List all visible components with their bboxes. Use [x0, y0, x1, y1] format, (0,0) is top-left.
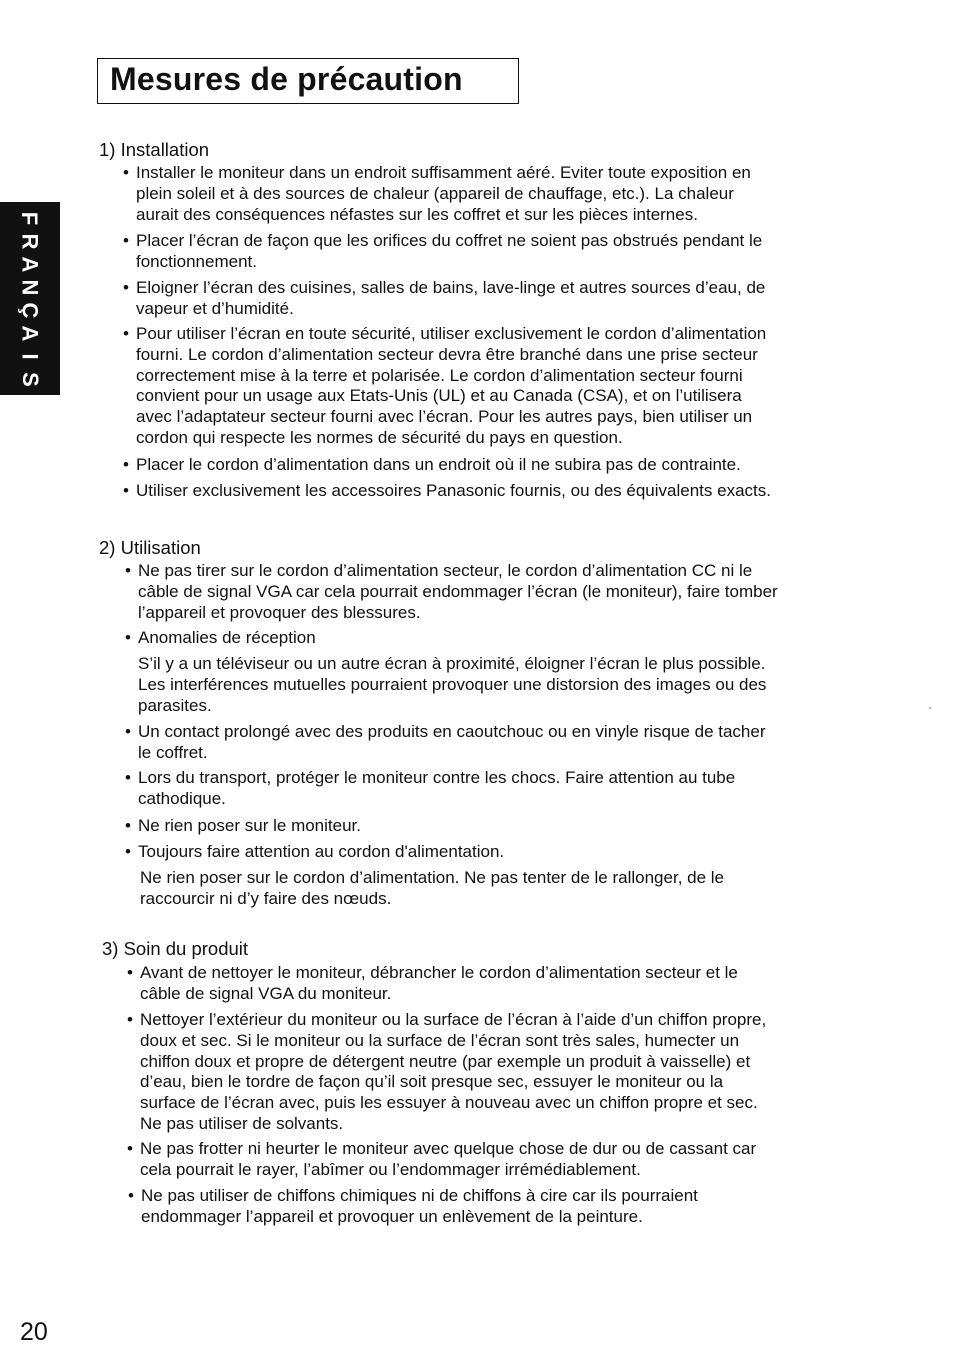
list-item	[123, 231, 763, 273]
item-line: câble de signal VGA car cela pourrait endommager l’écran (le moniteur), faire tomber	[138, 581, 778, 601]
bullet: •	[123, 481, 129, 500]
item-line: Ne rien poser sur le moniteur.	[138, 816, 361, 835]
list-item	[123, 278, 766, 320]
side-tab-letter: I	[17, 352, 43, 360]
item-line: chiffon doux et propre de détergent neutre (par exemple un produit à vaisselle) et	[140, 1051, 751, 1071]
side-tab-letter: N	[17, 279, 43, 295]
item-line: câble de signal VGA du moniteur.	[140, 983, 392, 1003]
item-line: Les interférences mutuelles pourraient provoquer une distorsion des images ou des	[138, 674, 767, 694]
item-line: plein soleil et à des sources de chaleur (appareil de chauffage, etc.). La chaleur	[136, 183, 734, 203]
bullet: •	[125, 842, 131, 861]
bullet: •	[123, 455, 129, 474]
title-box	[97, 58, 519, 104]
section-heading: 2) Utilisation	[99, 537, 201, 558]
item-line: Anomalies de réception	[138, 628, 316, 647]
item-line: raccourcir ni d’y faire des nœuds.	[140, 888, 392, 908]
bullet: •	[125, 628, 131, 647]
list-item	[125, 768, 736, 810]
item-line: S’il y a un téléviseur ou un autre écran à proximité, éloigner l’écran le plus possible.	[138, 654, 766, 673]
item-line: convient pour un usage aux Etats-Unis (UL) et au Canada (CSA), et on l’utilisera	[136, 386, 742, 406]
list-item	[140, 868, 724, 910]
list-item	[127, 1139, 757, 1181]
item-line: Installer le moniteur dans un endroit suffisamment aéré. Eviter toute exposition en	[136, 163, 751, 182]
item-line: Toujours faire attention au cordon d'alimentation.	[138, 842, 505, 861]
page-title: Mesures de précaution	[110, 61, 463, 97]
item-line: Ne pas tirer sur le cordon d’alimentation secteur, le cordon d’alimentation CC ni le	[138, 561, 753, 580]
language-side-tab	[0, 202, 60, 395]
bullet: •	[123, 278, 129, 297]
side-tab-letter: A	[17, 325, 43, 341]
list-item	[138, 654, 766, 716]
side-tab-letter: S	[17, 371, 43, 387]
bullet: •	[125, 768, 131, 787]
item-line: Ne pas frotter ni heurter le moniteur avec quelque chose de dur ou de cassant car	[140, 1139, 757, 1158]
item-line: fonctionnement.	[136, 251, 257, 271]
item-line: surface de l’écran avec, puis les essuyer à nouveau avec un chiffon propre et sec.	[140, 1093, 758, 1113]
item-line: fourni. Le cordon d’alimentation secteur devra être branché dans une prise secteur	[136, 344, 758, 364]
section-heading: 3) Soin du produit	[102, 938, 249, 959]
item-line: Nettoyer l’extérieur du moniteur ou la surface de l’écran à l’aide d’un chiffon propre,	[140, 1010, 767, 1029]
side-tab-letter: A	[17, 256, 43, 272]
item-line: l’appareil et provoquer des blessures.	[138, 602, 421, 622]
bullet: •	[123, 231, 129, 250]
item-line: Lors du transport, protéger le moniteur contre les chocs. Faire attention au tube	[138, 768, 736, 787]
item-line: vapeur et d’humidité.	[136, 298, 294, 318]
list-item	[125, 561, 778, 623]
list-item	[123, 455, 741, 476]
bullet: •	[125, 816, 131, 835]
list-item	[127, 963, 738, 1005]
bullet: •	[128, 1186, 134, 1205]
item-line: d’eau, bien le tordre de façon qu’il soit presque sec, essuyer le moniteur ou la	[140, 1072, 724, 1092]
bullet: •	[125, 722, 131, 741]
side-tab-letter: Ç	[17, 302, 43, 318]
list-item	[125, 816, 361, 837]
item-line: Eloigner l’écran des cuisines, salles de bains, lave-linge et autres sources d’eau, de	[136, 278, 766, 297]
bullet: •	[123, 163, 129, 182]
list-item	[123, 481, 771, 502]
bullet: •	[127, 1139, 133, 1158]
page-number: 20	[20, 1318, 48, 1346]
item-line: Ne pas utiliser de solvants.	[140, 1113, 344, 1133]
bullet: •	[123, 324, 129, 343]
item-line: cordon qui respecte les normes de sécurité du pays en question.	[136, 427, 623, 447]
item-line: avec l’adaptateur secteur fourni avec l’écran. Pour les autres pays, bien utiliser un	[136, 407, 753, 427]
item-line: Un contact prolongé avec des produits en caoutchouc ou en vinyle risque de tacher	[138, 722, 766, 741]
section-heading: 1) Installation	[99, 139, 210, 160]
list-item	[127, 1010, 767, 1135]
list-item	[125, 842, 505, 863]
side-tab-letter: R	[17, 233, 43, 249]
list-item	[123, 324, 767, 449]
item-line: cela pourrait le rayer, l’abîmer ou l’endommager irrémédiablement.	[140, 1159, 641, 1179]
item-line: aurait des conséquences néfastes sur les coffret et sur les pièces internes.	[136, 204, 698, 224]
side-tab-letter: F	[17, 211, 43, 225]
item-line: doux et sec. Si le moniteur ou la surface de l’écran sont très sales, humecter un	[140, 1030, 740, 1050]
item-line: cathodique.	[138, 788, 226, 808]
item-line: Pour utiliser l’écran en toute sécurité, utiliser exclusivement le cordon d’alimentation	[136, 324, 767, 343]
bullet: •	[127, 963, 133, 982]
item-line: le coffret.	[138, 742, 208, 762]
item-line: endommager l’appareil et provoquer un enlèvement de la peinture.	[141, 1206, 643, 1226]
item-line: Placer le cordon d’alimentation dans un endroit où il ne subira pas de contrainte.	[136, 455, 741, 474]
scan-speck	[929, 707, 931, 709]
item-line: Avant de nettoyer le moniteur, débrancher le cordon d’alimentation secteur et le	[140, 963, 738, 982]
item-line: parasites.	[138, 695, 212, 715]
list-item	[123, 163, 751, 225]
list-item	[128, 1186, 698, 1228]
item-line: correctement mise à la terre et polarisée. Le cordon d’alimentation secteur fourni	[136, 365, 743, 385]
item-line: Ne rien poser sur le cordon d’alimentation. Ne pas tenter de le rallonger, de le	[140, 868, 725, 887]
item-line: Placer l’écran de façon que les orifices du coffret ne soient pas obstrués pendant le	[136, 231, 763, 250]
item-line: Utiliser exclusivement les accessoires Panasonic fournis, ou des équivalents exacts.	[136, 481, 771, 500]
bullet: •	[125, 561, 131, 580]
bullet: •	[127, 1010, 133, 1029]
list-item	[125, 628, 316, 649]
item-line: Ne pas utiliser de chiffons chimiques ni de chiffons à cire car ils pourraient	[141, 1186, 698, 1205]
list-item	[125, 722, 766, 764]
